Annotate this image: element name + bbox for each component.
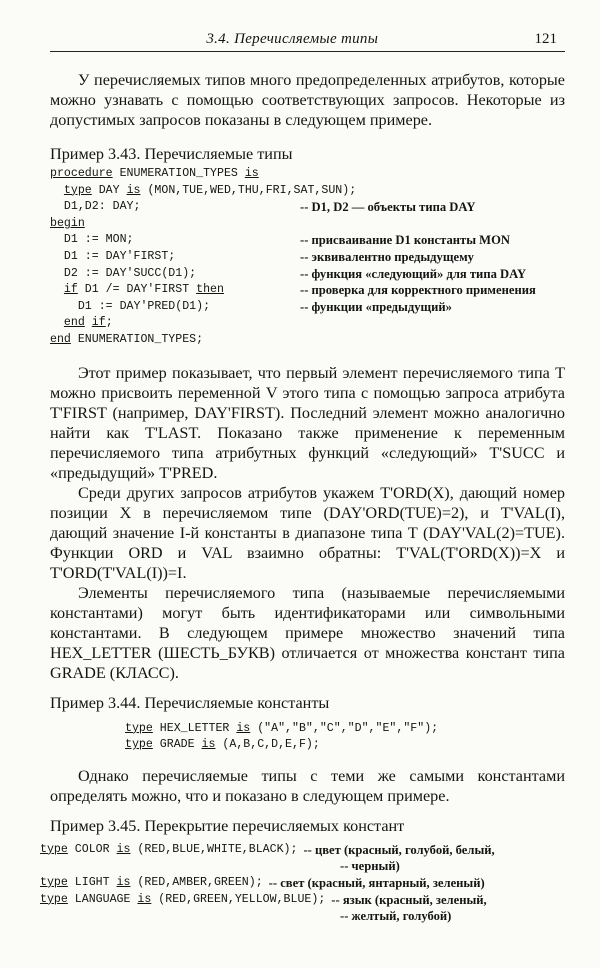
code-keyword: is — [126, 183, 141, 197]
code-text: D2 := DAY'SUCC(D1); — [63, 266, 197, 280]
code-keyword: begin — [50, 216, 85, 230]
code-comment: -- язык (красный, зеленый, — [331, 892, 487, 907]
code-indent — [50, 250, 64, 263]
code-text: GRADE — [152, 738, 202, 752]
code-comment: -- свет (красный, янтарный, зеленый) — [268, 875, 485, 890]
code-text: (RED,GREEN,YELLOW,BLUE); — [151, 892, 326, 906]
example-3-44-code — [50, 721, 565, 754]
section-title: 3.4. Перечисляемые типы — [206, 31, 379, 47]
code-text: (RED,AMBER,GREEN); — [130, 875, 263, 889]
code-text: D1 := DAY'FIRST; — [63, 249, 176, 263]
code-indent — [50, 184, 64, 197]
code-text: D1,D2: DAY; — [63, 200, 141, 214]
code-text: D1 /= DAY'FIRST — [77, 283, 197, 297]
code-line — [50, 315, 565, 332]
code-keyword: end — [63, 316, 85, 330]
code-text: (A,B,C,D,E,F); — [215, 738, 320, 752]
code-line — [50, 183, 565, 200]
code-keyword: type — [40, 842, 68, 856]
paragraph-4: Однако перечисляемые типы с теми же самыми константами определять можно, что и показано в следующем примере. — [50, 766, 565, 805]
example-3-45-code — [40, 842, 565, 925]
code-keyword: type — [125, 721, 153, 735]
code-indent — [50, 267, 64, 280]
code-indent — [50, 283, 64, 296]
code-indent — [50, 233, 64, 246]
example-3-43-title: Пример 3.43. Перечисляемые типы — [50, 145, 293, 163]
code-keyword: type — [40, 875, 68, 889]
code-line — [50, 299, 565, 316]
code-line — [50, 282, 565, 299]
paragraph-2: Среди других запросов атрибутов укажем T'ORD(X), дающий номер позиции X в перечисляемом типе (DAY'ORD(TUE)=2), и T'VAL(I), дающий значение I-й константы в диапазоне типа T (DAY'VAL(2)=TUE). Функции ORD и VAL взаимно обратны: T'VAL(T'ORD(X))=X и T'ORD(T'VAL(I))=I. — [50, 483, 565, 582]
code-keyword: is — [116, 842, 131, 856]
code-text: (RED,BLUE,WHITE,BLACK); — [130, 842, 298, 856]
code-text: LANGUAGE — [67, 892, 138, 906]
code-line — [125, 721, 565, 738]
code-comment: -- функции «предыдущий» — [300, 299, 452, 314]
code-line — [40, 858, 565, 875]
code-comment: -- проверка для корректного применения — [300, 283, 536, 298]
code-line — [40, 908, 565, 925]
page-number: 121 — [534, 31, 557, 47]
paragraph-3: Элементы перечисляемого типа (называемые перечисляемыми константами) могут быть идентификаторами или символьными константами. В следующем примере множество значений типа HEX_LETTER (ШЕСТЬ_БУКВ) отличается от множества констант типа GRADE (КЛАСС). — [50, 583, 565, 682]
code-comment: -- цвет (красный, голубой, белый, — [303, 842, 495, 857]
code-keyword: procedure — [50, 167, 113, 180]
code-line — [50, 232, 565, 249]
code-text: D1 := MON; — [63, 233, 134, 247]
code-line — [50, 332, 565, 349]
code-line — [50, 249, 565, 266]
code-line — [40, 875, 565, 892]
code-keyword: then — [196, 283, 224, 297]
running-header — [50, 30, 565, 52]
code-text: ("A","B","C","D","E","F"); — [250, 721, 439, 735]
intro-paragraph: У перечисляемых типов много предопределенных атрибутов, которые можно узнавать с помощью соответствующих запросов. Некоторые из допустимых запросов показаны в следующем примере. — [50, 71, 565, 129]
example-3-44-title: Пример 3.44. Перечисляемые константы — [50, 693, 330, 712]
book-page — [40, 30, 565, 925]
example-3-43-code — [50, 166, 565, 349]
code-line — [50, 199, 565, 216]
code-keyword: is — [244, 167, 259, 180]
code-line — [40, 842, 565, 859]
code-keyword: is — [201, 738, 216, 752]
code-keyword: is — [137, 892, 152, 906]
code-text: COLOR — [67, 842, 117, 856]
code-indent — [50, 300, 78, 313]
code-text: ; — [105, 316, 113, 330]
code-text: (MON,TUE,WED,THU,FRI,SAT,SUN); — [140, 183, 357, 197]
code-text — [85, 316, 92, 329]
code-indent — [50, 316, 64, 329]
code-comment: -- желтый, голубой) — [340, 909, 452, 924]
code-text: D1 := DAY'PRED(D1); — [77, 299, 211, 313]
code-comment: -- эквивалентно предыдущему — [300, 249, 474, 264]
code-comment: -- черный) — [340, 859, 400, 874]
code-comment: -- функция «следующий» для типа DAY — [300, 266, 527, 281]
code-text: ENUMERATION_TYPES — [112, 167, 245, 180]
code-line — [50, 166, 565, 183]
code-keyword: if — [63, 283, 78, 297]
code-keyword: is — [116, 875, 131, 889]
code-line — [40, 892, 565, 909]
code-line — [50, 216, 565, 233]
code-text: ENUMERATION_TYPES; — [70, 332, 204, 346]
code-keyword: type — [63, 183, 92, 197]
code-text: DAY — [91, 183, 127, 197]
code-text: HEX_LETTER — [152, 721, 237, 735]
code-indent — [50, 200, 64, 213]
code-keyword: is — [236, 721, 251, 735]
code-comment: -- D1, D2 — объекты типа DAY — [300, 200, 476, 215]
code-keyword: end — [50, 332, 71, 346]
code-keyword: if — [91, 316, 106, 330]
code-keyword: type — [40, 892, 68, 906]
code-keyword: type — [125, 738, 153, 752]
code-comment: -- присваивание D1 константы MON — [300, 233, 510, 248]
code-line — [125, 737, 565, 754]
paragraph-1: Этот пример показывает, что первый элемент перечисляемого типа T можно присвоить переменной V этого типа с помощью запроса атрибута T'FIRST (например, DAY'FIRST). Последний элемент можно аналогично найти как T'LAST. Показано также применение к переменным перечисляемого типа атрибутных функций «следующий» T'SUCC и «предыдущий» T'PRED. — [50, 363, 565, 482]
example-3-45-title: Пример 3.45. Перекрытие перечисляемых констант — [50, 816, 405, 835]
code-line — [50, 266, 565, 283]
code-text: LIGHT — [67, 875, 117, 889]
